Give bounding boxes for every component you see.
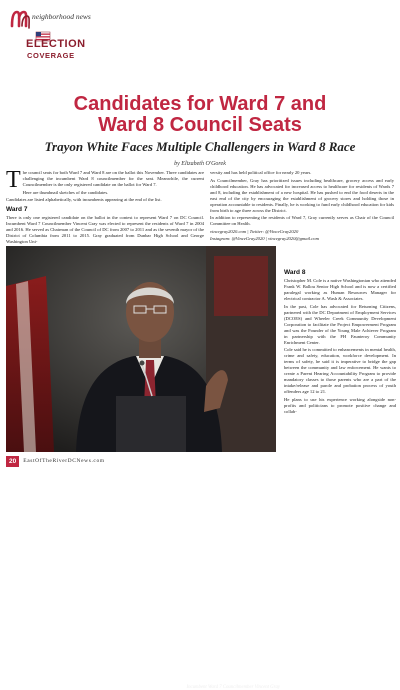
candidate-website-line: vincegray2020.com | Twitter: @VinceGray2020 (210, 228, 299, 234)
drop-cap: T (6, 167, 21, 193)
section-heading-ward-8: Ward 8 (284, 269, 306, 276)
byline: by Elizabeth O'Gorek (174, 161, 226, 167)
intro-paragraph-2: Here are thumbnail sketches of the candidates. (22, 189, 109, 195)
page-footer (6, 454, 105, 468)
right-paragraph-2: As Councilmember, Gray has prioritized issues including healthcare, grocery access and early childhood education. He has advocated for increased access to healthcare for residents of Wards 7 and 8, including the establishment of a new hospital. He has pushed to end the food deserts in the east end of the city by encouraging the establishment of grocery stores and holding those in operation accountable to residents. Finally, he is working to fund early childhood education for kids from birth to age three across the District. (210, 177, 394, 213)
masthead-logo-text: neighborhood news (32, 12, 91, 21)
footer-website: EastOfTheRiverDCNews.com (23, 458, 105, 464)
ward7-paragraph: There is only one registered candidate on the ballot in the contest to represent Ward 7 on DC Council. Incumbent Ward 7 Councilmember Vincent Gray was elected to represent the residents of Ward 7 in 2004 and 2016. He served as Chairman of the Council of DC from 2007 to 2011 and as the seventh mayor of the District of Columbia from 2011 to 2015. Gray graduated from Dunbar High School and George Washington Uni- (6, 215, 204, 244)
headline-line-1: Candidates for Ward 7 and (73, 93, 327, 115)
headline-line-2: Ward 8 Council Seats (98, 114, 302, 136)
badge-line-coverage: COVERAGE (27, 51, 75, 60)
subheadline: Trayon White Faces Multiple Challengers in Ward 8 Race (44, 139, 356, 154)
candidate-social-line: Instagram: @VinceGray2020 | vincegray2020@gmail.com (210, 236, 319, 241)
ward8-paragraph-4: He plans to use his experience working alongside non-profits and politicians to promote positive change and collab- (284, 396, 396, 414)
neighborhood-news-logo-icon (10, 6, 32, 30)
ward8-paragraph-1: Christopher M. Cole is a native Washingtonian who attended Frank W. Ballou Senior High School and is now a certified paralegal working as Human Resources Manager for electrical contractor A. Wash & Associates. (284, 278, 396, 301)
article-column-ward-8 (284, 266, 396, 416)
ward8-paragraph-2: In the past, Cole has advocated for Returning Citizens, partnered with the DC Department of Employment Services (DCOES) and Wheeler Creek Community Development Corporation to facilitate the Project Empowerment Program and was the Founder of the Young Male Achiever Program in partnership with the FH Faunteroy Community Enrichment Center. (284, 303, 396, 345)
ward8-paragraph-3: Cole said he is committed to enhancements in mental health, crime and safety, education, workforce development. In terms of safety, he said it is imperative to bridge the gap between the community and law enforcement. He wants to create a Parent Hearing Accountability Program to provide mandatory classes to those parents who are a part of the intake/release and parole and probation process of youth offenders age 12 to 21. (284, 347, 396, 394)
election-coverage-badge (26, 32, 106, 62)
right-paragraph-1: versity and has held political office for nearly 20 years. (210, 170, 312, 175)
section-heading-ward-7: Ward 7 (6, 206, 28, 213)
page-title (0, 94, 400, 136)
intro-text: he council seats for both Ward 7 and Ward 8 are on the ballot this November. Three candidates are challenging the incumbent Ward 8 councilmember for the seat. Meanwhile, the current Councilmember is the only registered candidate on the ballot for Ward 7. (22, 170, 204, 187)
article-column-left (6, 167, 204, 247)
candidate-photo-illustration (6, 246, 276, 452)
photo-caption: Incumbent Ward 7 Councilmember Vincent Gray (186, 685, 280, 690)
masthead (10, 6, 150, 62)
intro-paragraph-3: Candidates are listed alphabetically, with incumbents appearing at the end of the list. (6, 197, 162, 202)
badge-line-election: ELECTION (26, 38, 86, 50)
article-column-right (210, 170, 394, 244)
page-number: 20 (6, 456, 19, 467)
right-paragraph-3: In addition to representing the residents of Ward 7, Gray currently serves as Chair of the Council Committee on Health. (210, 215, 394, 226)
